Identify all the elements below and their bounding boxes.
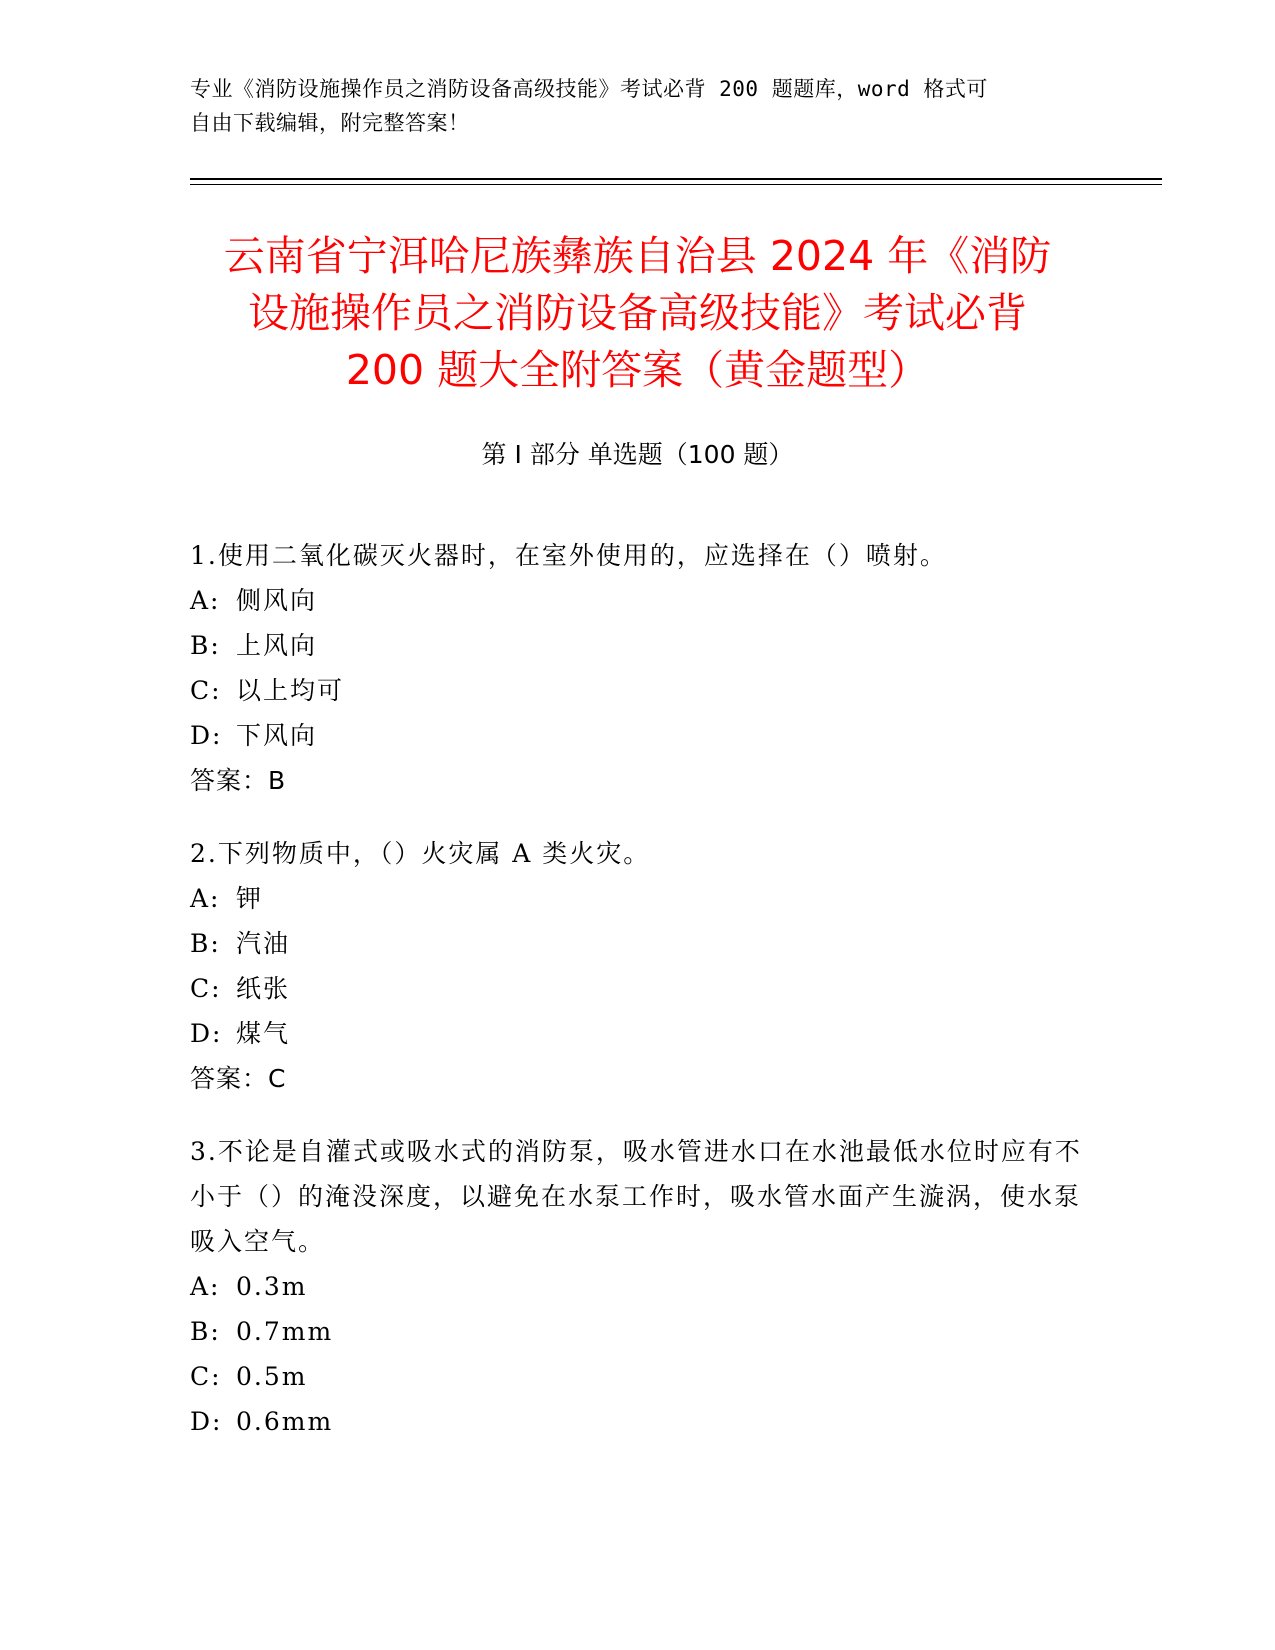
option-d (190, 1399, 1090, 1444)
option-d (190, 1011, 1090, 1056)
option-a (190, 1264, 1090, 1309)
option-text: 上风向 (236, 631, 318, 660)
question-3 (190, 1129, 1090, 1444)
option-text: 煤气 (236, 1019, 291, 1048)
option-c (190, 966, 1090, 1011)
option-label: A: (190, 884, 221, 913)
header-line-1: 专业《消防设施操作员之消防设备高级技能》考试必背 200 题题库，word 格式可 (190, 77, 988, 101)
option-label: D: (190, 721, 223, 750)
option-c (190, 1354, 1090, 1399)
option-a (190, 578, 1090, 623)
option-label: C: (190, 974, 222, 1003)
option-list (190, 876, 1090, 1056)
option-text: 0.3m (236, 1272, 308, 1301)
option-label: B: (190, 929, 221, 958)
document-header (190, 72, 1070, 140)
option-b (190, 1309, 1090, 1354)
answer-line: 答案：B (190, 766, 287, 795)
option-b (190, 921, 1090, 966)
title-line-3: 200 题大全附答案（黄金题型） (345, 346, 930, 394)
option-text: 汽油 (236, 929, 291, 958)
question-stem: 1.使用二氧化碳灭火器时，在室外使用的，应选择在（）喷射。 (190, 541, 947, 570)
title-line-1: 云南省宁洱哈尼族彝族自治县 2024 年《消防 (223, 232, 1052, 280)
header-line-2: 自由下载编辑，附完整答案！ (190, 111, 470, 135)
option-label: C: (190, 1362, 222, 1391)
option-label: C: (190, 676, 222, 705)
title-line-2: 设施操作员之消防设备高级技能》考试必背 (248, 289, 1027, 337)
option-a (190, 876, 1090, 921)
option-text: 0.5m (236, 1362, 308, 1391)
option-text: 钾 (236, 884, 264, 913)
question-stem: 3.不论是自灌式或吸水式的消防泵，吸水管进水口在水池最低水位时应有不小于（）的淹没深度，以避免在水泵工作时，吸水管水面产生漩涡，使水泵吸入空气。 (190, 1137, 1082, 1256)
question-list (190, 533, 1090, 1472)
answer-line: 答案：C (190, 1064, 287, 1093)
document-title (170, 228, 1105, 399)
option-text: 下风向 (236, 721, 318, 750)
option-list (190, 578, 1090, 758)
question-2 (190, 831, 1090, 1101)
option-label: A: (190, 1272, 221, 1301)
option-text: 侧风向 (236, 586, 318, 615)
option-label: A: (190, 586, 221, 615)
option-label: B: (190, 631, 221, 660)
option-label: D: (190, 1019, 223, 1048)
option-text: 纸张 (236, 974, 291, 1003)
question-1 (190, 533, 1090, 803)
option-text: 0.6mm (236, 1407, 334, 1436)
option-label: D: (190, 1407, 223, 1436)
option-c (190, 668, 1090, 713)
option-d (190, 713, 1090, 758)
option-text: 以上均可 (236, 676, 345, 705)
option-label: B: (190, 1317, 221, 1346)
option-text: 0.7mm (236, 1317, 334, 1346)
question-stem: 2.下列物质中，（）火灾属 A 类火灾。 (190, 839, 651, 868)
option-b (190, 623, 1090, 668)
header-divider-thin (190, 184, 1162, 185)
option-list (190, 1264, 1090, 1444)
header-divider-thick (190, 178, 1162, 180)
section-heading: 第 I 部分 单选题（100 题） (481, 440, 794, 469)
